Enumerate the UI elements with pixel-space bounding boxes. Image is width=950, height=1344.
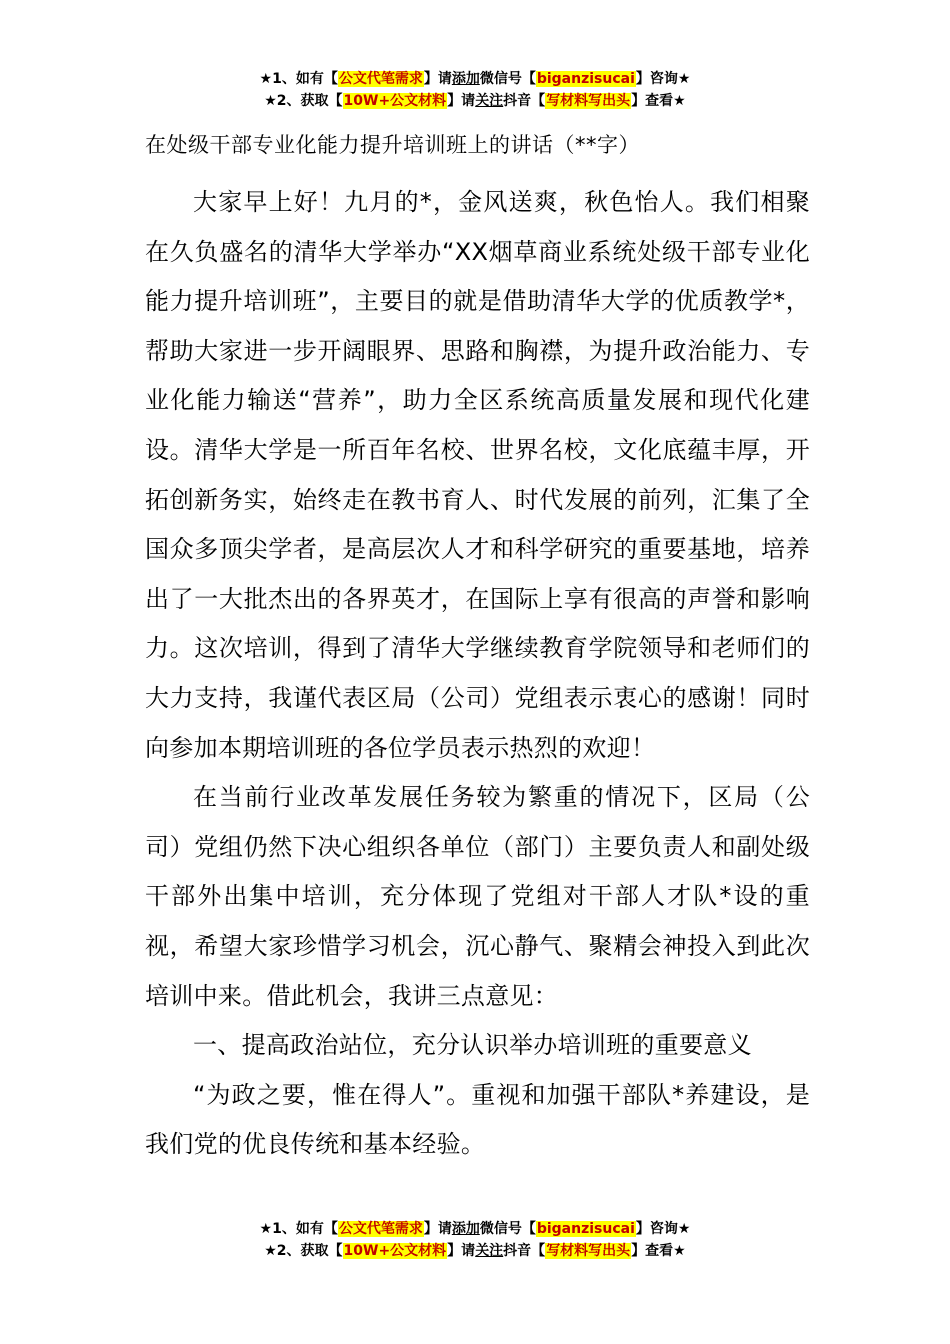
promo-banner-bottom xyxy=(0,1218,950,1262)
promo-highlight: 10W+公文材料 xyxy=(343,93,447,109)
promo-line-2 xyxy=(0,1240,950,1262)
promo-text: ★1、如有【 xyxy=(259,71,338,87)
promo-text: 】查看★ xyxy=(631,1243,686,1259)
promo-text: ★2、获取【 xyxy=(264,93,343,109)
promo-highlight: 10W+公文材料 xyxy=(343,1243,447,1259)
promo-text: ★2、获取【 xyxy=(264,1243,343,1259)
document-body xyxy=(145,128,810,1170)
promo-underlined: 关注 xyxy=(475,93,504,109)
promo-highlight-douyin: 写材料写出头 xyxy=(546,1243,631,1259)
promo-highlight-wechat: biganzisucai xyxy=(536,71,635,87)
promo-highlight: 公文代笔需求 xyxy=(338,1221,423,1237)
promo-text: 抖音【 xyxy=(503,93,546,109)
paragraph: 大家早上好！九月的*，金风送爽，秋色怡人。我们相聚在久负盛名的清华大学举办“XX烟草商业系统处级干部专业化能力提升培训班”，主要目的就是借助清华大学的优质教学*，帮助大家进一步开阔眼界、思路和胸襟，为提升政治能力、专业化能力输送“营养”，助力全区系统高质量发展和现代化建设。清华大学是一所百年名校、世界名校，文化底蕴丰厚，开拓创新务实，始终走在教书育人、时代发展的前列，汇集了全国众多顶尖学者，是高层次人才和科学研究的重要基地，培养出了一大批杰出的各界英才，在国际上享有很高的声誉和影响力。这次培训，得到了清华大学继续教育学院领导和老师们的大力支持，我谨代表区局（公司）党组表示衷心的感谢！同时向参加本期培训班的各位学员表示热烈的欢迎！ xyxy=(145,188,810,762)
promo-line-1 xyxy=(0,1218,950,1240)
promo-highlight-douyin: 写材料写出头 xyxy=(546,93,631,109)
document-title: 在处级干部专业化能力提升培训班上的讲话（**字） xyxy=(145,133,640,157)
promo-text: 】咨询★ xyxy=(635,1221,691,1237)
promo-line-2 xyxy=(0,90,950,112)
promo-text: 】查看★ xyxy=(631,93,686,109)
promo-underlined: 关注 xyxy=(475,1243,504,1259)
section-heading: 一、提高政治站位，充分认识举办培训班的重要意义 xyxy=(193,1031,752,1060)
paragraph: 在当前行业改革发展任务较为繁重的情况下，区局（公司）党组仍然下决心组织各单位（部门）主要负责人和副处级干部外出集中培训，充分体现了党组对干部人才队*设的重视，希望大家珍惜学习机会，沉心静气、聚精会神投入到此次培训中来。借此机会，我讲三点意见： xyxy=(145,783,810,1010)
promo-text: 】请 xyxy=(423,71,452,87)
promo-text: 】请 xyxy=(423,1221,452,1237)
promo-underlined: 添加 xyxy=(451,71,480,87)
paragraph: “为政之要，惟在得人”。重视和加强干部队*养建设，是我们党的优良传统和基本经验。 xyxy=(145,1080,810,1159)
promo-text: 微信号【 xyxy=(479,1221,536,1237)
promo-text: 微信号【 xyxy=(479,71,536,87)
promo-text: 抖音【 xyxy=(503,1243,546,1259)
promo-text: 】咨询★ xyxy=(635,71,691,87)
promo-text: 】请 xyxy=(447,1243,476,1259)
promo-underlined: 添加 xyxy=(451,1221,480,1237)
promo-text: ★1、如有【 xyxy=(259,1221,338,1237)
promo-text: 】请 xyxy=(447,93,476,109)
promo-banner-top xyxy=(0,68,950,112)
promo-highlight: 公文代笔需求 xyxy=(338,71,423,87)
promo-highlight-wechat: biganzisucai xyxy=(536,1221,635,1237)
promo-line-1 xyxy=(0,68,950,90)
